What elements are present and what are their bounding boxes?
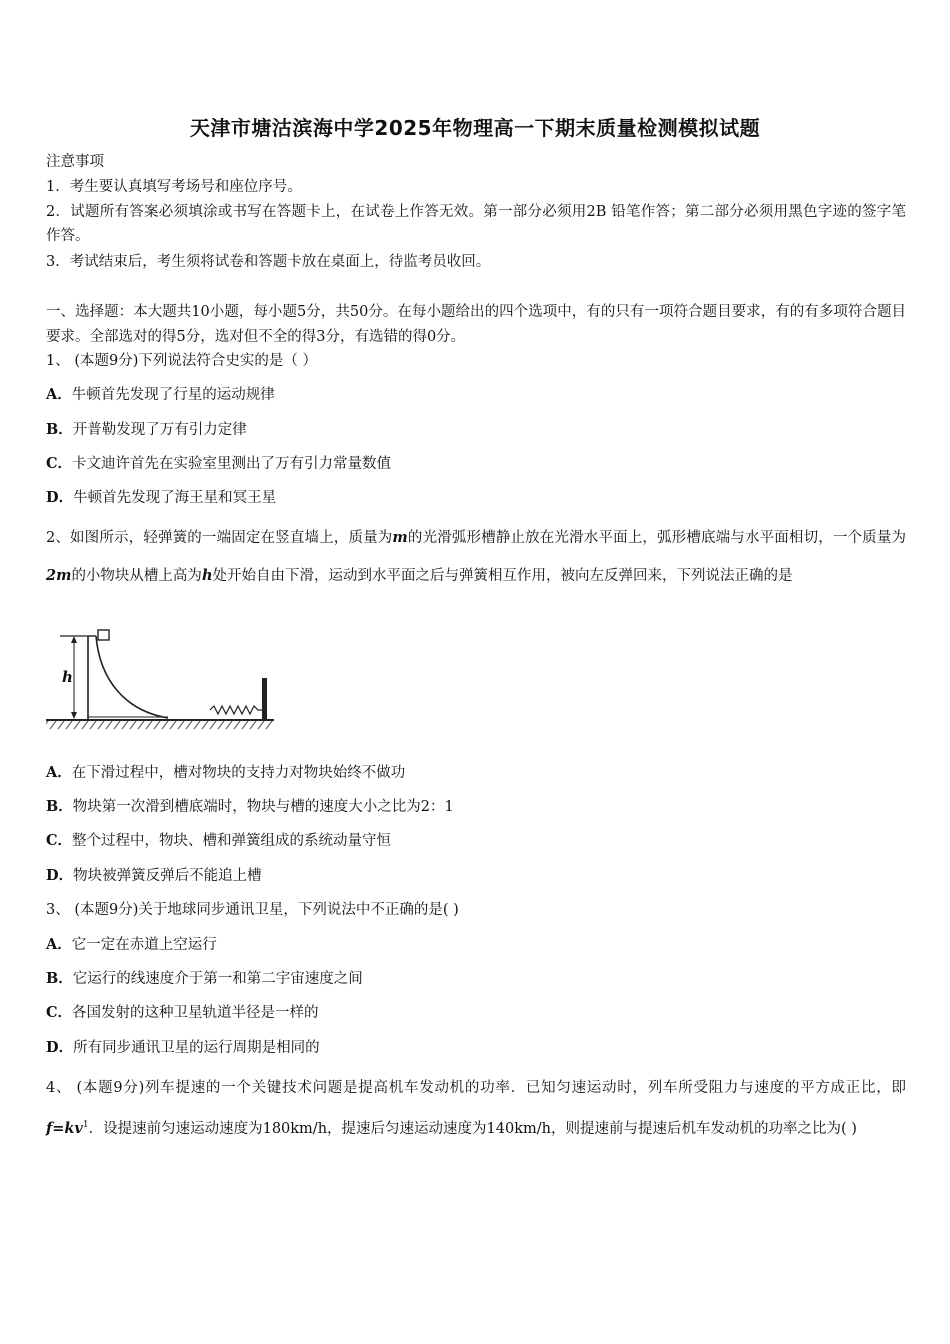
q2-figure <box>46 626 276 736</box>
option-letter: C． <box>46 455 73 472</box>
q4-stem-part: 4、 (本题9分)列车提速的一个关键技术问题是提高机车发动机的功率．已知匀速运动时，列车所受阻力与速度的平方成正比，即 <box>46 1080 906 1096</box>
option-text: 所有同步通讯卫星的运行周期是相同的 <box>73 1040 320 1056</box>
option-letter: B． <box>46 421 73 438</box>
q2-stem-part: 的光滑弧形槽静止放在光滑水平面上，弧形槽底端与水平面相切，一个质量为 <box>407 530 906 546</box>
option-letter: A． <box>46 386 72 403</box>
option-text: 物块第一次滑到槽底端时，物块与槽的速度大小之比为2：1 <box>72 799 454 815</box>
vertical-wall <box>262 678 267 720</box>
q3-option-a <box>46 933 906 957</box>
notice-heading: 注意事项 <box>46 154 104 170</box>
notice-item-3: 3．考试结束后，考生须将试卷和答题卡放在桌面上，待监考员收回。 <box>46 254 491 270</box>
option-text: 开普勒发现了万有引力定律 <box>72 422 247 438</box>
q3-stem: 3、 (本题9分)关于地球同步通讯卫星，下列说法中不正确的是( ) <box>46 902 459 918</box>
option-letter: A． <box>46 764 72 781</box>
q3-option-b <box>46 967 906 991</box>
option-text: 它一定在赤道上空运行 <box>71 937 217 953</box>
q4-formula: f=kv <box>46 1119 83 1137</box>
q4-stem-part: ．设提速前匀速运动速度为180km/h，提速后匀速运动速度为140km/h，则提速前与提速后机车发动机的功率之比为( ) <box>88 1120 857 1137</box>
q1-option-c <box>46 452 906 476</box>
q2-stem-part: 处开始自由下滑，运动到水平面之后与弹簧相互作用，被向左反弹回来，下列说法正确的是 <box>212 568 793 584</box>
option-letter: C． <box>46 1004 73 1021</box>
option-text: 物块被弹簧反弹后不能追上槽 <box>73 868 262 884</box>
ground-hatch <box>46 721 272 729</box>
option-text: 它运行的线速度介于第一和第二宇宙速度之间 <box>72 971 363 987</box>
q2-mass-m: m <box>392 529 408 546</box>
height-label: h <box>62 668 73 686</box>
q3-option-c <box>46 1001 906 1025</box>
spring <box>210 706 262 714</box>
small-block <box>98 630 109 640</box>
option-letter: D． <box>46 867 74 884</box>
q1-option-b <box>46 418 906 442</box>
notice-item-1: 1．考生要认真填写考场号和座位序号。 <box>46 179 302 195</box>
q2-mass-2m: 2m <box>46 567 72 584</box>
q1-option-d <box>46 486 906 510</box>
trough-arc <box>96 636 168 718</box>
option-text: 牛顿首先发现了海王星和冥王星 <box>73 490 277 506</box>
option-letter: D． <box>46 489 74 506</box>
option-text: 在下滑过程中，槽对物块的支持力对物块始终不做功 <box>71 765 406 781</box>
height-arrow-up <box>71 636 77 643</box>
q2-option-c <box>46 829 906 853</box>
option-letter: B． <box>46 970 73 987</box>
section1-intro: 一、选择题：本大题共10小题，每小题5分，共50分。在每小题给出的四个选项中，有的只有一项符合题目要求，有的有多项符合题目要求。全部选对的得5分，选对但不全的得3分，有选错的得0分。 <box>46 304 906 345</box>
page-title: 天津市塘沽滨海中学2025年物理高一下期末质量检测模拟试题 <box>189 116 761 140</box>
q2-stem <box>46 519 906 595</box>
option-letter: B． <box>46 798 73 815</box>
height-arrow-down <box>71 712 77 719</box>
q2-stem-part: 的小物块从槽上高为 <box>71 568 202 584</box>
option-text: 整个过程中，物块、槽和弹簧组成的系统动量守恒 <box>72 833 392 849</box>
option-letter: A． <box>46 936 72 953</box>
q2-option-d <box>46 864 906 888</box>
q2-option-b <box>46 795 906 819</box>
option-letter: C． <box>46 832 73 849</box>
option-text: 各国发射的这种卫星轨道半径是一样的 <box>72 1005 319 1021</box>
q4-formula-exponent: 1 <box>82 1120 89 1130</box>
q2-stem-part: 2、如图所示，轻弹簧的一端固定在竖直墙上，质量为 <box>46 530 393 546</box>
option-letter: D． <box>46 1039 74 1056</box>
q1-stem: 1、 (本题9分)下列说法符合史实的是（ ） <box>46 353 317 369</box>
option-text: 牛顿首先发现了行星的运动规律 <box>71 387 275 403</box>
option-text: 卡文迪许首先在实验室里测出了万有引力常量数值 <box>72 456 392 472</box>
q2-option-a <box>46 761 906 785</box>
q2-height-h: h <box>201 567 213 584</box>
q1-option-a <box>46 383 906 407</box>
q4-stem <box>46 1070 906 1148</box>
q3-option-d <box>46 1036 906 1060</box>
notice-item-2: 2．试题所有答案必须填涂或书写在答题卡上，在试卷上作答无效。第一部分必须用2B 铅笔作答；第二部分必须用黑色字迹的签字笔作答。 <box>46 204 906 244</box>
